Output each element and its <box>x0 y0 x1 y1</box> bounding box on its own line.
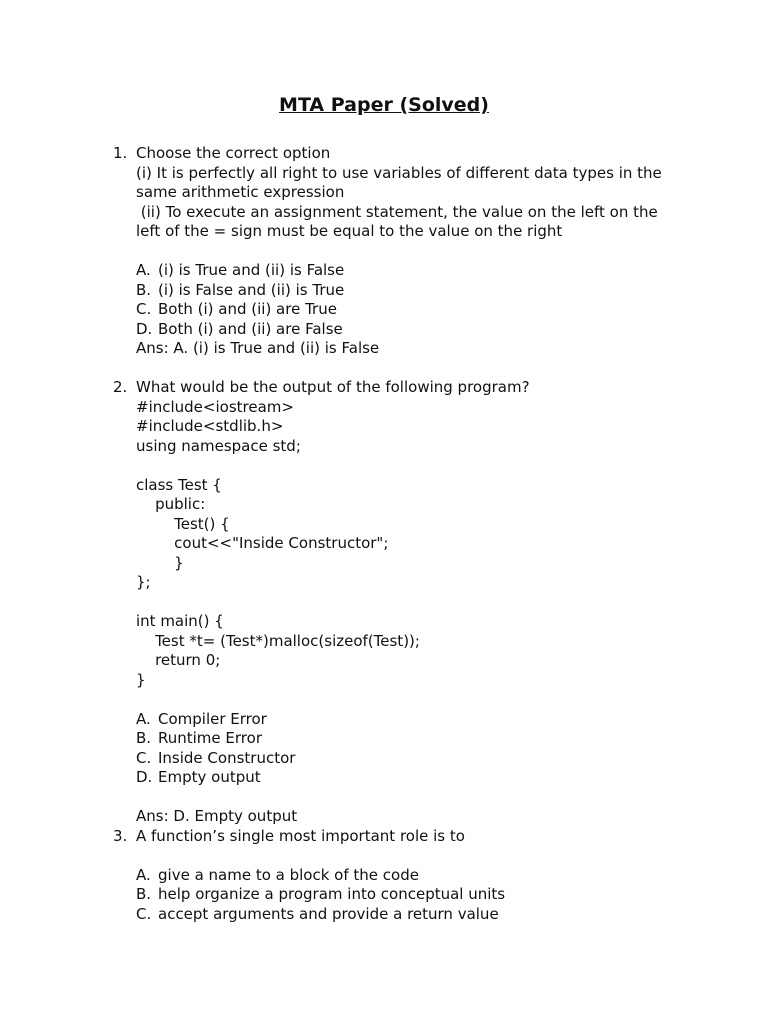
option-d <box>136 320 673 340</box>
code-line: #include<iostream> <box>136 397 294 416</box>
code-line: using namespace std; <box>136 436 301 455</box>
question-2 <box>113 378 673 827</box>
question-text: (i) It is perfectly all right to use variables of different data types in the same arithmetic expression <box>136 163 667 201</box>
option-a <box>136 261 673 281</box>
question-text: (ii) To execute an assignment statement, the value on the left on the left of the = sign must be equal to the value on the right <box>136 202 663 240</box>
option-text: Both (i) and (ii) are False <box>158 319 343 338</box>
option-d <box>136 768 673 788</box>
answer-text: Ans: D. Empty output <box>136 807 298 825</box>
question-text: A function’s single most important role is to <box>136 826 465 845</box>
option-letter: D. <box>136 768 153 786</box>
page-title: MTA Paper (Solved) <box>279 94 489 116</box>
option-text: Runtime Error <box>158 729 262 747</box>
option-text: (i) is False and (ii) is True <box>158 280 345 299</box>
option-a <box>136 866 673 886</box>
option-text: Empty output <box>158 768 261 786</box>
code-line: #include<stdlib.h> <box>136 417 284 435</box>
question-3 <box>113 827 673 925</box>
code-line: int main() { <box>136 612 224 630</box>
option-text: help organize a program into conceptual units <box>158 885 506 903</box>
code-line: public: <box>136 495 206 513</box>
code-line: class Test { <box>136 475 222 494</box>
option-letter: B. <box>136 885 152 903</box>
option-text: Compiler Error <box>158 709 267 728</box>
option-text: give a name to a block of the code <box>158 865 419 884</box>
code-line: Test *t= (Test*)malloc(sizeof(Test)); <box>136 631 420 650</box>
spacer <box>136 788 673 808</box>
option-text: Both (i) and (ii) are True <box>158 300 337 318</box>
spacer <box>136 359 673 379</box>
code-line: cout<<"Inside Constructor"; <box>136 534 389 552</box>
question-text: Choose the correct option <box>136 144 331 162</box>
option-b <box>136 729 673 749</box>
option-letter: A. <box>136 709 151 728</box>
code-line: Test() { <box>136 514 230 533</box>
option-letter: C. <box>136 904 152 923</box>
spacer <box>136 846 673 866</box>
code-line <box>136 593 673 613</box>
question-1 <box>113 144 673 378</box>
option-letter: A. <box>136 261 151 279</box>
spacer <box>136 690 673 710</box>
code-line <box>136 456 673 476</box>
question-text: What would be the output of the following program? <box>136 378 530 396</box>
option-letter: D. <box>136 319 153 338</box>
option-text: accept arguments and provide a return value <box>158 904 499 923</box>
option-b <box>136 885 673 905</box>
option-c <box>136 905 673 925</box>
option-letter: C. <box>136 300 152 318</box>
option-letter: B. <box>136 280 152 299</box>
code-line: } <box>136 553 184 572</box>
question-number: 2. <box>113 378 128 396</box>
option-b <box>136 281 673 301</box>
option-a <box>136 710 673 730</box>
option-text: Inside Constructor <box>158 748 296 767</box>
question-number: 3. <box>113 826 128 845</box>
spacer <box>136 242 673 262</box>
option-letter: C. <box>136 748 152 767</box>
question-number: 1. <box>113 144 128 162</box>
option-c <box>136 749 673 769</box>
question-list <box>113 144 673 924</box>
option-text: (i) is True and (ii) is False <box>158 261 345 279</box>
code-line: return 0; <box>136 651 221 669</box>
option-letter: A. <box>136 865 151 884</box>
option-c <box>136 300 673 320</box>
code-line: } <box>136 670 146 689</box>
option-letter: B. <box>136 729 152 747</box>
answer-text: Ans: A. (i) is True and (ii) is False <box>136 339 380 357</box>
code-line: }; <box>136 573 151 591</box>
